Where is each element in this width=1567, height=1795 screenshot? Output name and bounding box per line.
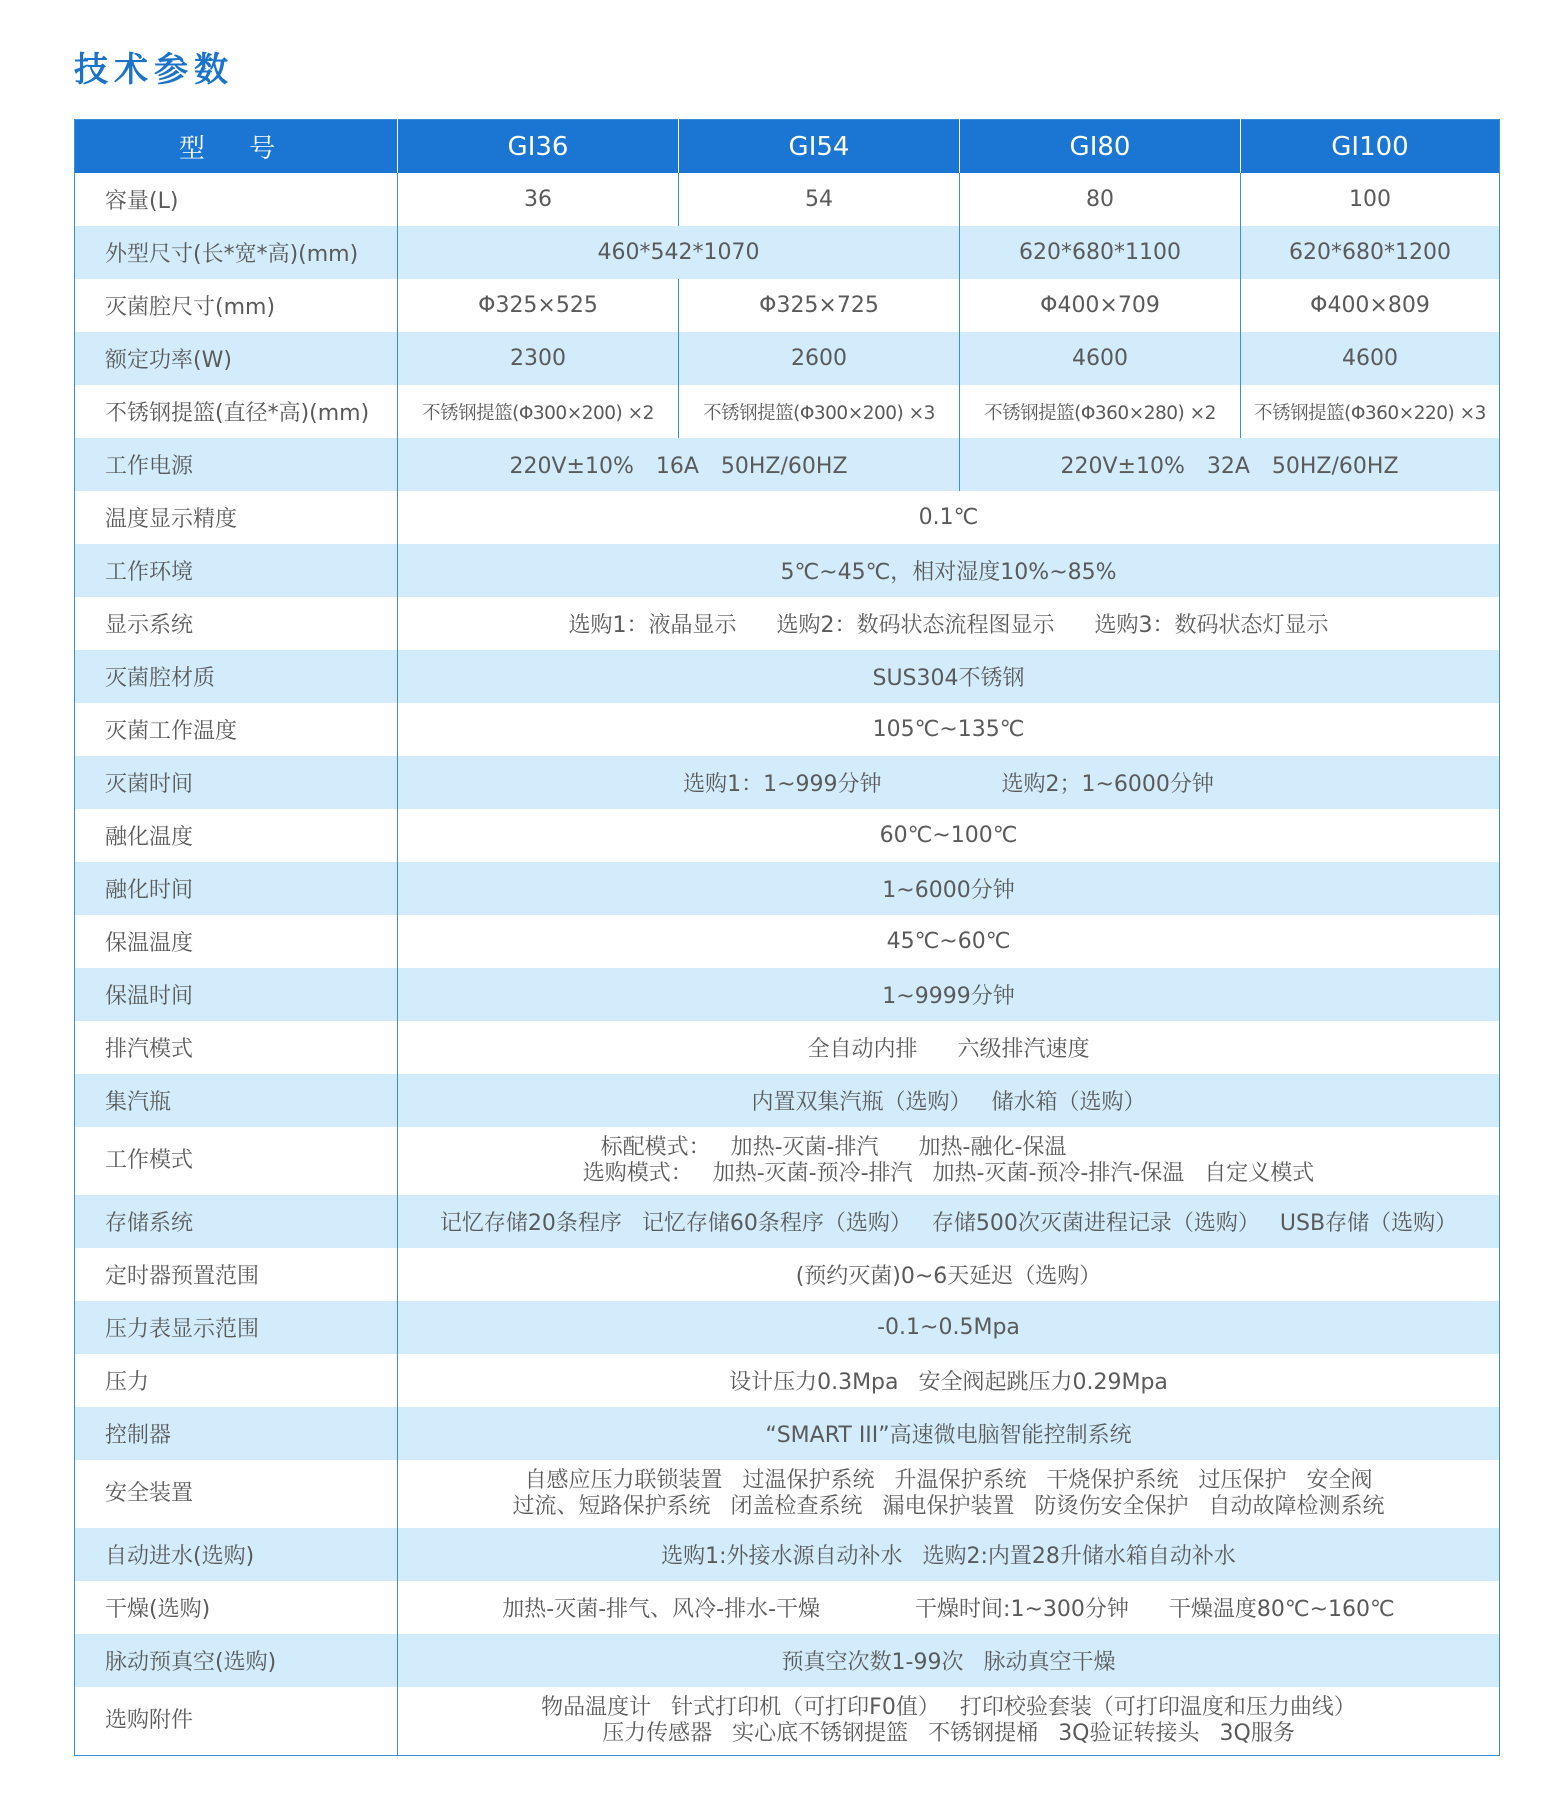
row-vacuum: [75, 1634, 1500, 1687]
cell-value: Φ400×709: [960, 279, 1241, 332]
value-item: 加热-灭菌-预冷-排汽-保温: [932, 1161, 1185, 1186]
cell-value: 620*680*1200: [1241, 226, 1500, 279]
cell-value: [398, 1460, 1500, 1528]
row-label: 存储系统: [75, 1195, 398, 1248]
value-item: 选购1:外接水源自动补水: [661, 1544, 903, 1569]
row-safety: [75, 1460, 1500, 1528]
row-supply: [75, 438, 1500, 491]
row-display: [75, 597, 1500, 650]
spec-table: [74, 119, 1500, 1756]
row-label: 工作模式: [75, 1127, 398, 1195]
row-label: 显示系统: [75, 597, 398, 650]
value-item: 实心底不锈钢提篮: [732, 1721, 909, 1746]
value-item: 安全阀: [1306, 1468, 1373, 1493]
row-label: 工作电源: [75, 438, 398, 491]
row-work-mode: [75, 1127, 1500, 1195]
row-label: 融化温度: [75, 809, 398, 862]
row-controller: [75, 1407, 1500, 1460]
cell-value: [398, 1074, 1500, 1127]
row-label: 保温温度: [75, 915, 398, 968]
cell-value: [398, 1354, 1500, 1407]
cell-value: (预约灭菌)0~6天延迟（选购）: [795, 1264, 1102, 1289]
row-gauge: [75, 1301, 1500, 1354]
row-label: 脉动预真空(选购): [75, 1634, 398, 1687]
value-item: 选购3：数码状态灯显示: [1094, 613, 1329, 638]
row-timer: [75, 1248, 1500, 1301]
value-item: 压力传感器: [602, 1721, 713, 1746]
value-item: 标配模式：: [600, 1135, 711, 1160]
cell-value: 2600: [679, 332, 960, 385]
value-item: 记忆存储60条程序（选购）: [641, 1211, 912, 1236]
row-melt-temp: [75, 809, 1500, 862]
cell-value: 1~6000分钟: [398, 862, 1500, 915]
row-label: 温度显示精度: [75, 491, 398, 544]
value-item: 存储500次灭菌进程记录（选购）: [931, 1211, 1260, 1236]
row-exhaust: [75, 1021, 1500, 1074]
value-item: 干燥温度80℃~160℃: [1168, 1597, 1395, 1622]
header-model-label: 型 号: [75, 120, 398, 174]
row-basket: [75, 385, 1500, 438]
row-label: 额定功率(W): [75, 332, 398, 385]
row-label: 选购附件: [75, 1687, 398, 1756]
value-item: 干烧保护系统: [1046, 1468, 1179, 1493]
value-item: 选购1：液晶显示: [568, 613, 737, 638]
value-item: 内置双集汽瓶（选购）: [751, 1090, 972, 1115]
value-item: 设计压力0.3Mpa: [729, 1370, 899, 1395]
value-item: 选购2:内置28升储水箱自动补水: [922, 1544, 1236, 1569]
value-item: 自定义模式: [1204, 1161, 1315, 1186]
value-item: USB存储（选购）: [1279, 1211, 1458, 1236]
value-item: 加热-融化-保温: [918, 1135, 1067, 1160]
row-power: [75, 332, 1500, 385]
cell-value: 4600: [1241, 332, 1500, 385]
cell-value: [398, 1581, 1500, 1634]
cell-value: 5℃~45℃，相对湿度10%~85%: [398, 544, 1500, 597]
cell-value: 不锈钢提篮(Φ360×280) ×2: [960, 385, 1241, 438]
cell-value: 4600: [960, 332, 1241, 385]
cell-value: -0.1~0.5Mpa: [398, 1301, 1500, 1354]
cell-value: 2300: [398, 332, 679, 385]
cell-value: 54: [679, 173, 960, 226]
cell-value: 36: [524, 187, 552, 212]
value-item: 加热-灭菌-预冷-排汽: [712, 1161, 913, 1186]
cell-value: [398, 597, 1500, 650]
row-dry: [75, 1581, 1500, 1634]
row-label: 排汽模式: [75, 1021, 398, 1074]
cell-value: 220V±10% 32A 50HZ/60HZ: [960, 438, 1500, 491]
value-item: 脉动真空干燥: [983, 1650, 1116, 1675]
row-label: 灭菌腔尺寸(mm): [75, 279, 398, 332]
row-label: 融化时间: [75, 862, 398, 915]
value-item: 过压保护: [1198, 1468, 1287, 1493]
cell-value: 1~9999分钟: [398, 968, 1500, 1021]
value-item: 选购模式：: [582, 1161, 693, 1186]
row-label: 干燥(选购): [75, 1581, 398, 1634]
cell-value: 60℃~100℃: [879, 823, 1018, 848]
value-item: 3Q服务: [1219, 1721, 1295, 1746]
row-label: 灭菌腔材质: [75, 650, 398, 703]
cell-value: 不锈钢提篮(Φ360×220) ×3: [1241, 385, 1500, 438]
row-label: 灭菌时间: [75, 756, 398, 809]
row-melt-time: [75, 862, 1500, 915]
cell-value: 105℃~135℃: [872, 717, 1025, 742]
cell-value: 0.1℃: [918, 505, 979, 530]
row-chamber: [75, 279, 1500, 332]
row-accessories: [75, 1687, 1500, 1756]
value-item: 打印校验套装（可打印温度和压力曲线）: [959, 1695, 1356, 1720]
cell-value: [398, 756, 1500, 809]
value-item: 自感应压力联锁装置: [524, 1468, 723, 1493]
value-item: 六级排汽速度: [957, 1037, 1090, 1062]
value-item: 过流、短路保护系统: [512, 1494, 711, 1519]
value-item: 3Q验证转接头: [1058, 1721, 1200, 1746]
row-label: 保温时间: [75, 968, 398, 1021]
value-item: 预真空次数1-99次: [781, 1650, 964, 1675]
cell-value: [398, 1021, 1500, 1074]
row-label: 不锈钢提篮(直径*高)(mm): [75, 385, 398, 438]
value-item: 过温保护系统: [742, 1468, 875, 1493]
cell-value: 620*680*1100: [960, 226, 1241, 279]
row-temp-precision: [75, 491, 1500, 544]
row-capacity: [75, 173, 1500, 226]
value-item: 安全阀起跳压力0.29Mpa: [918, 1370, 1168, 1395]
header-model-gi36: GI36: [398, 120, 679, 174]
value-item: 选购2：数码状态流程图显示: [776, 613, 1055, 638]
cell-value: Φ400×809: [1241, 279, 1500, 332]
row-collector: [75, 1074, 1500, 1127]
row-material: [75, 650, 1500, 703]
cell-value: 不锈钢提篮(Φ300×200) ×2: [422, 402, 654, 424]
cell-value: [398, 1634, 1500, 1687]
row-label: 定时器预置范围: [75, 1248, 398, 1301]
value-item: 针式打印机（可打印F0值）: [671, 1695, 940, 1720]
value-item: 漏电保护装置: [882, 1494, 1015, 1519]
cell-value: Φ325×525: [478, 293, 598, 318]
cell-value: 460*542*1070: [398, 226, 960, 279]
value-item: 全自动内排: [807, 1037, 918, 1062]
row-label: 压力表显示范围: [75, 1301, 398, 1354]
value-item: 记忆存储20条程序: [439, 1211, 622, 1236]
row-steril-temp: [75, 703, 1500, 756]
value-item: 不锈钢提桶: [928, 1721, 1039, 1746]
row-steril-time: [75, 756, 1500, 809]
value-item: 加热-灭菌-排气、风冷-排水-干燥: [502, 1597, 821, 1622]
cell-value: [398, 1528, 1500, 1581]
row-dimensions: [75, 226, 1500, 279]
cell-value: [398, 1195, 1500, 1248]
header-model-gi100: GI100: [1241, 120, 1500, 174]
row-environment: [75, 544, 1500, 597]
value-item: 闭盖检查系统: [730, 1494, 863, 1519]
cell-value: 100: [1241, 173, 1500, 226]
row-label: 安全装置: [75, 1460, 398, 1528]
header-row: [75, 120, 1500, 174]
row-label: 灭菌工作温度: [75, 703, 398, 756]
row-label: 集汽瓶: [75, 1074, 398, 1127]
row-label: 自动进水(选购): [75, 1528, 398, 1581]
row-storage: [75, 1195, 1500, 1248]
value-item: 升温保护系统: [894, 1468, 1027, 1493]
value-item: 加热-灭菌-排汽: [730, 1135, 879, 1160]
row-label: 控制器: [75, 1407, 398, 1460]
value-item: 干燥时间:1~300分钟: [915, 1597, 1129, 1622]
value-item: 储水箱（选购）: [991, 1090, 1146, 1115]
row-water: [75, 1528, 1500, 1581]
row-label: 外型尺寸(长*宽*高)(mm): [75, 226, 398, 279]
row-label: 工作环境: [75, 544, 398, 597]
header-model-gi54: GI54: [679, 120, 960, 174]
cell-value: Φ325×725: [679, 279, 960, 332]
value-item: 自动故障检测系统: [1208, 1494, 1385, 1519]
cell-value: 不锈钢提篮(Φ300×200) ×3: [679, 385, 960, 438]
value-item: 物品温度计: [541, 1695, 652, 1720]
cell-value: “SMART III”高速微电脑智能控制系统: [398, 1407, 1500, 1460]
cell-value: [398, 1687, 1500, 1756]
header-model-gi80: GI80: [960, 120, 1241, 174]
page-title: 技术参数: [74, 50, 234, 90]
row-pressure: [75, 1354, 1500, 1407]
cell-value: SUS304不锈钢: [398, 650, 1500, 703]
cell-value: 45℃~60℃: [886, 929, 1011, 954]
cell-value: 80: [960, 173, 1241, 226]
row-label: 压力: [75, 1354, 398, 1407]
row-label: 容量(L): [75, 173, 398, 226]
row-keep-time: [75, 968, 1500, 1021]
cell-value: [398, 1127, 1500, 1195]
row-keep-temp: [75, 915, 1500, 968]
value-item: 选购1：1~999分钟: [683, 772, 882, 797]
value-item: 防烫伤安全保护: [1034, 1494, 1189, 1519]
value-item: 选购2；1~6000分钟: [1001, 772, 1214, 797]
cell-value: 220V±10% 16A 50HZ/60HZ: [398, 438, 960, 491]
